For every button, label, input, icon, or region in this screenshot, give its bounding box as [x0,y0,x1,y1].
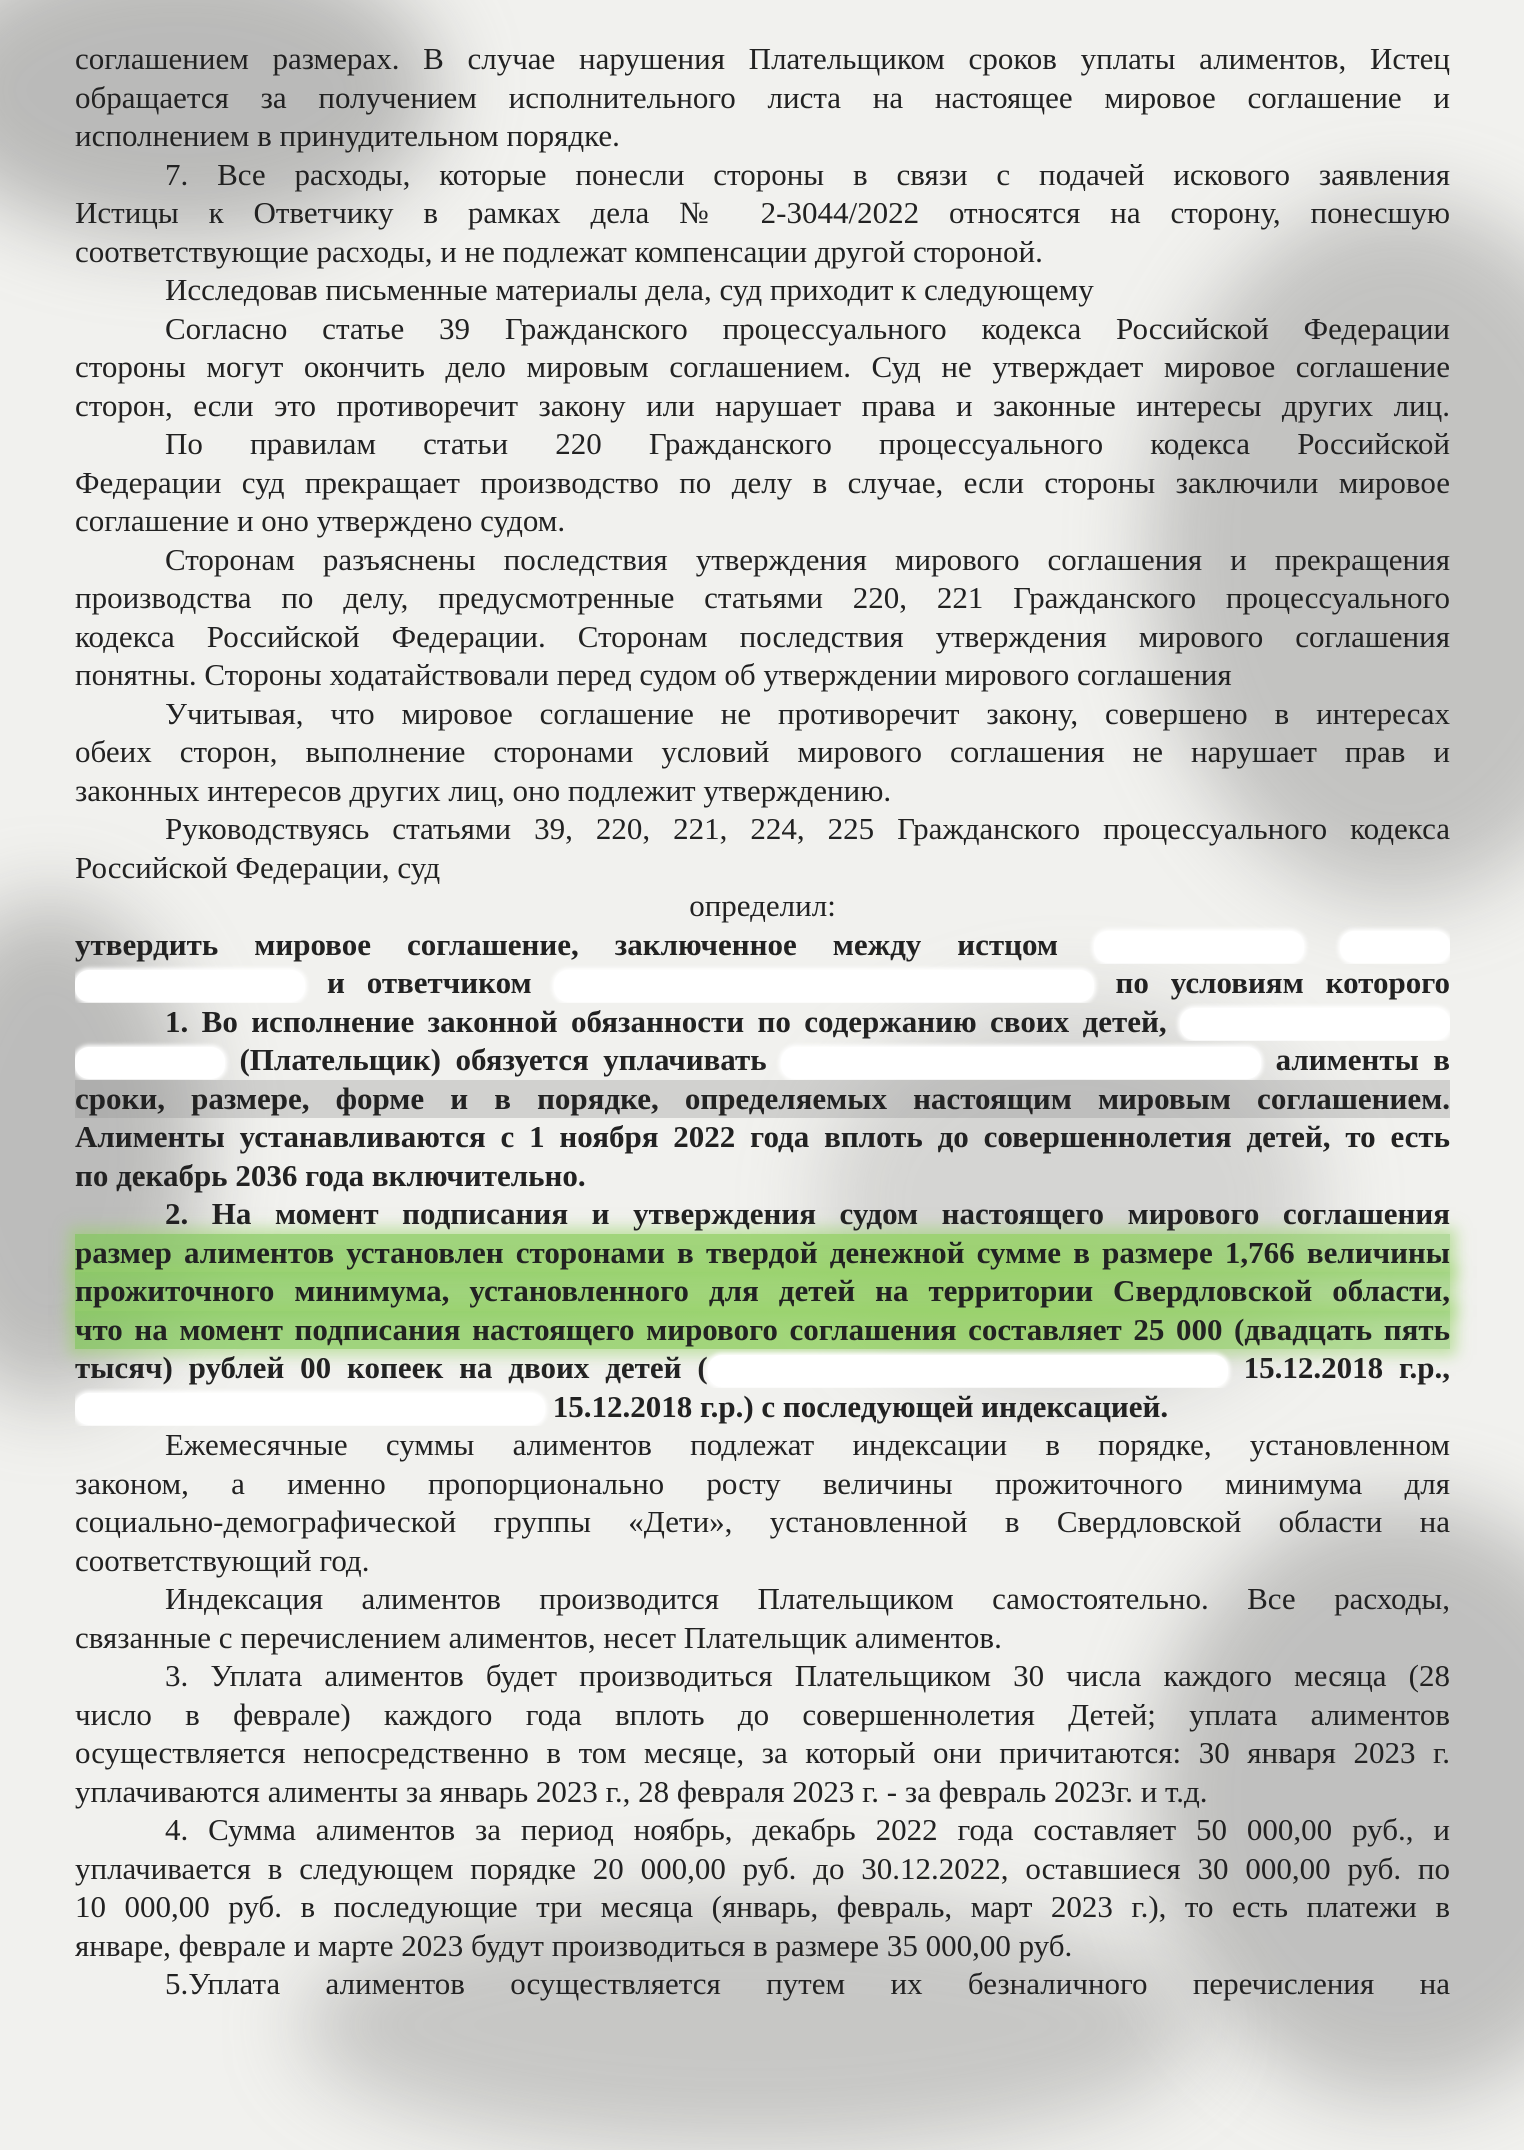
text-line: 4. Сумма алиментов за период ноябрь, декабрь 2022 года составляет 50 000,00 руб., и [165,1812,1450,1847]
text-line: Ежемесячные суммы алиментов подлежат индексации в порядке, установленном [165,1427,1450,1462]
text-line: законных интересов других лиц, оно подлежит утверждению. [75,772,892,808]
text-line: Истицы к Ответчику в рамках дела № 2-3044/2022 относятся на сторону, понесшую [75,195,1450,230]
text-line: законом, а именно пропорционально росту величины прожиточного минимума для [75,1465,1450,1501]
text-line: кодекса Российской Федерации. Сторонам последствия утверждения мирового соглашения [75,618,1450,654]
redacted-name [781,1047,1261,1079]
text-line: обеих сторон, выполнение сторонами условий мирового соглашения не нарушает прав и [75,734,1450,769]
redacted-name [75,1393,545,1425]
text-line: 5.Уплата алиментов осуществляется путем их безналичного перечисления на [165,1966,1450,2001]
redacted-name [1180,1008,1450,1040]
court-ruling-page [75,40,1450,2004]
redacted-name [708,1355,1228,1387]
redacted-name [75,970,305,1002]
redacted-name [1340,931,1450,963]
text-line: январе, феврале и марте 2023 будут производиться в размере 35 000,00 руб. [75,1927,1073,1963]
paragraph-2-line: 2. На момент подписания и утверждения судом настоящего мирового соглашения [165,1196,1450,1231]
approve-line-2: и ответчиком по условиям которого [75,964,1450,1003]
text-line: Руководствуясь статьями 39, 220, 221, 224, 225 Гражданского процессуального кодекса [165,811,1450,846]
text-line: обращается за получением исполнительного листа на настоящее мировое соглашение и [75,79,1450,115]
paragraph-1-line: Алименты устанавливаются с 1 ноября 2022 года вплоть до совершеннолетия детей, то есть [75,1119,1450,1154]
paragraph-1-line: 1. Во исполнение законной обязанности по содержанию своих детей, [75,1003,1450,1042]
text-line: понятны. Стороны ходатайствовали перед судом об утверждении мирового соглашения [75,657,1232,692]
text-line: Исследовав письменные материалы дела, суд приходит к следующему [165,272,1094,307]
decree-heading: определил: [689,888,836,923]
text-line: уплачиваются алименты за январь 2023 г., 28 февраля 2023 г. - за февраль 2023г. и т.д. [75,1773,1208,1809]
text-line: соглашение и оно утверждено судом. [75,503,566,538]
highlighted-line: размер алиментов установлен сторонами в твердой денежной сумме в размере 1,766 величины [75,1234,1450,1273]
highlighted-line: что на момент подписания настоящего мирового соглашения составляет 25 000 (двадцать пять [75,1311,1450,1350]
ruling-text-upper [75,40,1450,887]
highlighted-line: прожиточного минимума, установленного для детей на территории Свердловской области, [75,1272,1450,1311]
redacted-name [75,1047,225,1079]
text-line: число в феврале) каждого года вплоть до совершеннолетия Детей; уплата алиментов [75,1696,1450,1732]
text-line: соответствующие расходы, и не подлежат компенсации другой стороной. [75,233,1043,269]
paragraph-1-line: по декабрь 2036 года включительно. [75,1157,586,1193]
text-line: сторон, если это противоречит закону или нарушает права и законные интересы других лиц. [75,387,1450,423]
text-line: уплачивается в следующем порядке 20 000,00 руб. до 30.12.2022, оставшиеся 30 000,00 руб. по [75,1850,1450,1886]
redacted-name [1094,931,1304,963]
text-line: Учитывая, что мировое соглашение не противоречит закону, совершено в интересах [165,695,1450,731]
text-line: 3. Уплата алиментов будет производиться Плательщиком 30 числа каждого месяца (28 [165,1658,1450,1693]
paragraph-1-line: сроки, размере, форме и в порядке, определяемых настоящим мировым соглашением. [75,1080,1450,1119]
text-line: 10 000,00 руб. в последующие три месяца (январь, февраль, март 2023 г.), то есть платежи в [75,1889,1450,1924]
text-line: связанные с перечислением алиментов, несет Плательщик алиментов. [75,1619,1002,1655]
text-line: Индексация алиментов производится Плательщиком самостоятельно. Все расходы, [165,1581,1450,1616]
text-line: Согласно статье 39 Гражданского процессуального кодекса Российской Федерации [165,310,1450,346]
text-line: 7. Все расходы, которые понесли стороны в связи с подачей искового заявления [165,156,1450,192]
redacted-name [554,970,1094,1002]
text-line: соглашением размерах. В случае нарушения Плательщиком сроков уплаты алиментов, Истец [75,41,1450,76]
approve-line: утвердить мировое соглашение, заключенное между истцом [75,926,1450,965]
text-line: социально-демографической группы «Дети», установленной в Свердловской области на [75,1504,1450,1539]
text-line: стороны могут окончить дело мировым соглашением. Суд не утверждает мировое соглашение [75,349,1450,384]
text-line: Федерации суд прекращает производство по делу в случае, если стороны заключили мировое [75,464,1450,500]
text-line: По правилам статьи 220 Гражданского процессуального кодекса Российской [165,426,1450,461]
text-line: Российской Федерации, суд [75,849,441,885]
text-line: производства по делу, предусмотренные статьями 220, 221 Гражданского процессуального [75,580,1450,615]
paragraph-1-line: (Плательщик) обязуется уплачивать алименты в [75,1041,1450,1080]
paragraph-2-line: 15.12.2018 г.р.) с последующей индексацией. [75,1388,1450,1427]
text-line: исполнением в принудительном порядке. [75,118,620,153]
paragraph-2-line: тысяч) рублей 00 копеек на двоих детей ( 15.12.2018 г.р., [75,1350,1450,1385]
text-line: осуществляется непосредственно в том месяце, за который они причитаются: 30 января 2023 г. [75,1735,1450,1770]
ruling-text-lower [75,1426,1450,2004]
text-line: соответствующий год. [75,1542,370,1578]
text-line: Сторонам разъяснены последствия утверждения мирового соглашения и прекращения [165,541,1450,577]
